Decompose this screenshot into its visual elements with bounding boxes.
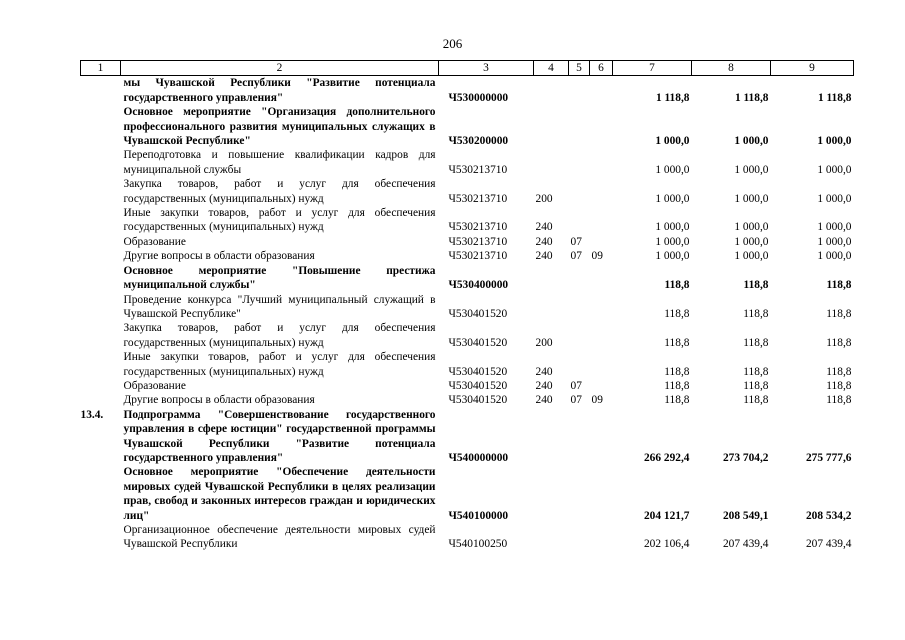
row-amount-col7: 118,8 xyxy=(664,279,690,292)
row-code: Ч530213710 xyxy=(448,192,508,205)
row-amount-col7: 1 000,0 xyxy=(655,235,690,248)
header-col-2: 2 xyxy=(121,61,439,76)
row-subsection xyxy=(590,379,613,393)
row-code: Ч540000000 xyxy=(448,451,509,464)
row-expense-type: 240 xyxy=(535,221,553,234)
row-amount-col9: 208 534,2 xyxy=(805,509,852,522)
row-section xyxy=(569,206,590,235)
row-code: Ч530213710 xyxy=(448,235,508,248)
table-row xyxy=(81,523,854,552)
row-expense-type xyxy=(534,293,569,322)
row-amount-col7: 1 000,0 xyxy=(655,192,690,205)
row-amount-col8: 118,8 xyxy=(743,394,769,407)
row-subsection xyxy=(590,523,613,552)
row-description: Другие вопросы в области образования xyxy=(123,250,315,263)
row-amount-col9: 1 000,0 xyxy=(817,135,852,148)
row-number xyxy=(81,465,121,523)
table-row xyxy=(81,206,854,235)
row-description: Образование xyxy=(123,379,186,392)
row-section xyxy=(569,148,590,177)
row-description: Иные закупки товаров, работ и услуг для обеспечения государственных (муниципальных) нужд xyxy=(123,351,436,378)
header-col-1: 1 xyxy=(81,61,121,76)
row-number xyxy=(81,379,121,393)
row-section: 07 xyxy=(570,250,582,263)
row-number xyxy=(81,105,121,148)
row-number xyxy=(81,293,121,322)
row-amount-col8: 1 000,0 xyxy=(734,250,769,263)
table-row xyxy=(81,379,854,393)
row-amount-col7: 118,8 xyxy=(664,379,690,392)
row-expense-type xyxy=(534,264,569,293)
row-number xyxy=(81,393,121,407)
row-amount-col9: 118,8 xyxy=(826,307,852,320)
row-amount-col8: 1 000,0 xyxy=(734,135,769,148)
table-row xyxy=(81,76,854,105)
header-col-6: 6 xyxy=(590,61,613,76)
row-amount-col9: 118,8 xyxy=(826,394,852,407)
header-col-8: 8 xyxy=(692,61,771,76)
row-section xyxy=(569,76,590,105)
row-number xyxy=(81,264,121,293)
row-description: Подпрограмма "Совершенствование государственного управления в сфере юстиции" государственной программы Чувашской Республики "Развитие потенциала государственного управления" xyxy=(123,408,436,464)
row-amount-col7: 118,8 xyxy=(664,394,690,407)
row-number xyxy=(81,523,121,552)
row-expense-type xyxy=(534,523,569,552)
row-amount-col7: 1 118,8 xyxy=(655,91,690,104)
row-number: 13.4. xyxy=(80,408,104,421)
row-amount-col9: 118,8 xyxy=(826,379,852,392)
row-subsection xyxy=(590,293,613,322)
row-expense-type: 240 xyxy=(535,365,553,378)
row-subsection: 09 xyxy=(591,250,603,263)
row-section xyxy=(569,523,590,552)
row-expense-type: 200 xyxy=(535,192,553,205)
header-col-4: 4 xyxy=(534,61,569,76)
row-amount-col9: 1 000,0 xyxy=(817,250,852,263)
row-amount-col7: 204 121,7 xyxy=(643,509,690,522)
row-section xyxy=(569,177,590,206)
row-amount-col8: 118,8 xyxy=(743,279,769,292)
budget-table xyxy=(80,60,854,552)
table-row xyxy=(81,393,854,407)
table-row xyxy=(81,264,854,293)
row-subsection xyxy=(590,465,613,523)
row-amount-col9: 275 777,6 xyxy=(805,451,852,464)
row-amount-col7: 1 000,0 xyxy=(655,135,690,148)
row-amount-col9: 1 000,0 xyxy=(817,163,852,176)
table-row xyxy=(81,105,854,148)
row-amount-col7: 118,8 xyxy=(664,365,690,378)
row-number xyxy=(81,76,121,105)
row-code: Ч540100250 xyxy=(448,538,508,551)
table-row xyxy=(81,235,854,249)
row-number xyxy=(81,148,121,177)
row-code: Ч530401520 xyxy=(448,365,508,378)
row-expense-type xyxy=(534,408,569,466)
row-amount-col7: 118,8 xyxy=(664,336,690,349)
row-expense-type: 240 xyxy=(535,379,553,392)
row-expense-type xyxy=(534,148,569,177)
row-description: Основное мероприятие "Повышение престижа муниципальной службы" xyxy=(123,264,436,292)
row-subsection: 09 xyxy=(591,394,603,407)
row-code: Ч530213710 xyxy=(448,163,508,176)
table-row xyxy=(81,465,854,523)
row-subsection xyxy=(590,235,613,249)
row-amount-col9: 118,8 xyxy=(826,336,852,349)
row-description: Основное мероприятие "Обеспечение деятельности мировых судей Чувашской Республики в целях реализации прав, свобод и законных интересов граждан и юридических лиц" xyxy=(123,466,436,522)
header-col-5: 5 xyxy=(569,61,590,76)
row-amount-col8: 207 439,4 xyxy=(722,538,769,551)
row-expense-type: 240 xyxy=(535,250,553,263)
row-amount-col9: 207 439,4 xyxy=(805,538,852,551)
row-number xyxy=(81,350,121,379)
row-amount-col7: 202 106,4 xyxy=(643,538,690,551)
row-amount-col7: 1 000,0 xyxy=(655,221,690,234)
row-subsection xyxy=(590,148,613,177)
row-expense-type: 240 xyxy=(535,394,553,407)
row-subsection xyxy=(590,321,613,350)
row-description: Основное мероприятие "Организация дополнительного профессионального развития муниципальных служащих в Чувашской Республике" xyxy=(123,106,436,148)
row-description: Закупка товаров, работ и услуг для обеспечения государственных (муниципальных) нужд xyxy=(123,178,436,205)
row-section xyxy=(569,105,590,148)
table-row xyxy=(81,293,854,322)
row-description: Проведение конкурса "Лучший муниципальный служащий в Чувашской Республике" xyxy=(123,293,436,320)
row-amount-col8: 118,8 xyxy=(743,307,769,320)
row-section xyxy=(569,264,590,293)
row-description: Закупка товаров, работ и услуг для обеспечения государственных (муниципальных) нужд xyxy=(123,322,436,349)
table-row xyxy=(81,249,854,263)
row-amount-col8: 1 118,8 xyxy=(734,91,769,104)
row-subsection xyxy=(590,76,613,105)
row-number xyxy=(81,177,121,206)
row-amount-col9: 118,8 xyxy=(826,365,852,378)
row-expense-type xyxy=(534,76,569,105)
row-code: Ч530400000 xyxy=(448,279,509,292)
table-row xyxy=(81,321,854,350)
row-expense-type xyxy=(534,105,569,148)
row-section xyxy=(569,408,590,466)
header-col-3: 3 xyxy=(439,61,534,76)
row-code: Ч530401520 xyxy=(448,307,508,320)
row-subsection xyxy=(590,206,613,235)
header-row xyxy=(81,61,854,76)
table-row xyxy=(81,408,854,466)
row-section xyxy=(569,350,590,379)
row-amount-col8: 1 000,0 xyxy=(734,221,769,234)
row-section: 07 xyxy=(570,394,582,407)
row-amount-col8: 273 704,2 xyxy=(722,451,769,464)
table-row xyxy=(81,177,854,206)
row-amount-col7: 266 292,4 xyxy=(643,451,690,464)
row-subsection xyxy=(590,264,613,293)
row-amount-col8: 1 000,0 xyxy=(734,163,769,176)
row-amount-col9: 1 000,0 xyxy=(817,235,852,248)
row-number xyxy=(81,321,121,350)
header-col-9: 9 xyxy=(771,61,854,76)
row-description: мы Чувашской Республики "Развитие потенциала государственного управления" xyxy=(123,77,436,104)
row-amount-col9: 1 000,0 xyxy=(817,192,852,205)
row-number xyxy=(81,206,121,235)
row-code: Ч530213710 xyxy=(448,221,508,234)
row-subsection xyxy=(590,177,613,206)
row-expense-type: 240 xyxy=(535,235,553,248)
row-code: Ч530401520 xyxy=(448,379,508,392)
row-code: Ч540100000 xyxy=(448,509,509,522)
row-description: Иные закупки товаров, работ и услуг для обеспечения государственных (муниципальных) нужд xyxy=(123,207,436,234)
row-section xyxy=(569,321,590,350)
row-code: Ч530401520 xyxy=(448,394,508,407)
row-subsection xyxy=(590,350,613,379)
row-amount-col8: 118,8 xyxy=(743,379,769,392)
row-expense-type xyxy=(534,465,569,523)
row-number xyxy=(81,235,121,249)
row-subsection xyxy=(590,105,613,148)
row-description: Другие вопросы в области образования xyxy=(123,394,315,407)
row-amount-col8: 118,8 xyxy=(743,365,769,378)
row-amount-col7: 118,8 xyxy=(664,307,690,320)
row-amount-col8: 1 000,0 xyxy=(734,192,769,205)
row-number xyxy=(81,249,121,263)
row-section: 07 xyxy=(570,235,582,248)
row-section xyxy=(569,293,590,322)
row-description: Переподготовка и повышение квалификации кадров для муниципальной службы xyxy=(123,149,436,176)
row-amount-col8: 208 549,1 xyxy=(722,509,769,522)
row-code: Ч530213710 xyxy=(448,250,508,263)
row-description: Организационное обеспечение деятельности мировых судей Чувашской Республики xyxy=(123,524,436,551)
row-code: Ч530200000 xyxy=(448,135,509,148)
row-description: Образование xyxy=(123,235,186,248)
table-row xyxy=(81,350,854,379)
page-number: 206 xyxy=(442,36,463,51)
row-section xyxy=(569,465,590,523)
header-col-7: 7 xyxy=(613,61,692,76)
row-code: Ч530000000 xyxy=(448,91,509,104)
row-amount-col7: 1 000,0 xyxy=(655,163,690,176)
table-row xyxy=(81,148,854,177)
row-amount-col9: 118,8 xyxy=(826,279,852,292)
row-section: 07 xyxy=(570,379,582,392)
row-amount-col9: 1 118,8 xyxy=(817,91,852,104)
row-amount-col8: 118,8 xyxy=(743,336,769,349)
row-expense-type: 200 xyxy=(535,336,553,349)
row-code: Ч530401520 xyxy=(448,336,508,349)
row-amount-col8: 1 000,0 xyxy=(734,235,769,248)
row-amount-col7: 1 000,0 xyxy=(655,250,690,263)
row-subsection xyxy=(590,408,613,466)
row-amount-col9: 1 000,0 xyxy=(817,221,852,234)
